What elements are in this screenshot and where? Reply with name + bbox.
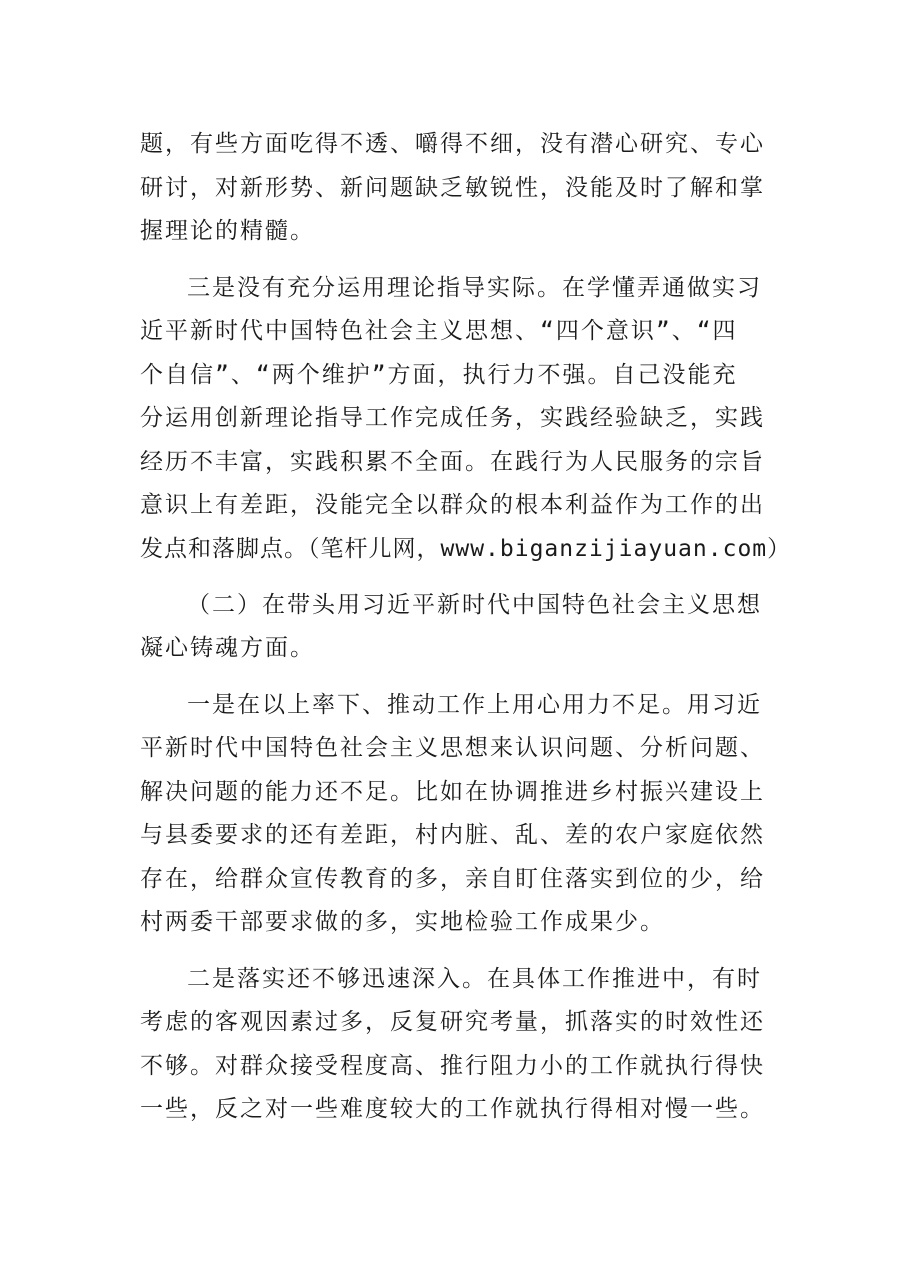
text-line: 个自信”、“两个维护”方面，执行力不强。自己没能充	[140, 362, 738, 388]
text-line: 经历不丰富，实践积累不全面。在践行为人民服务的宗旨	[140, 449, 765, 475]
text-line-with-watermark-link: 发点和落脚点。（笔杆儿网，www.biganzijiayuan.com）	[140, 536, 792, 562]
text-line: 分运用创新理论指导工作完成任务，实践经验缺乏，实践	[140, 405, 765, 431]
paragraph-start-line: 三是没有充分运用理论指导实际。在学懂弄通做实习	[187, 275, 762, 301]
section-heading-line: 凝心铸魂方面。	[140, 635, 315, 661]
text-line: 考虑的客观因素过多，反复研究考量，抓落实的时效性还	[140, 1009, 765, 1035]
text-line: 平新时代中国特色社会主义思想来认识问题、分析问题、	[140, 735, 765, 761]
text-line: 解决问题的能力还不足。比如在协调推进乡村振兴建设上	[140, 779, 765, 805]
text-line: 握理论的精髓。	[140, 218, 315, 244]
text-line: 与县委要求的还有差距，村内脏、乱、差的农户家庭依然	[140, 822, 765, 848]
text-line: 一些，反之对一些难度较大的工作就执行得相对慢一些。	[140, 1096, 765, 1122]
paragraph-start-line: 二是落实还不够迅速深入。在具体工作推进中，有时	[187, 966, 762, 992]
text-line: 不够。对群众接受程度高、推行阻力小的工作就执行得快	[140, 1053, 765, 1079]
text-line: 村两委干部要求做的多，实地检验工作成果少。	[140, 909, 665, 935]
text-line: 题，有些方面吃得不透、嚼得不细，没有潜心研究、专心	[140, 131, 765, 157]
section-heading-line: （二）在带头用习近平新时代中国特色社会主义思想	[187, 592, 762, 618]
text-line: 存在，给群众宣传教育的多，亲自盯住落实到位的少，给	[140, 866, 765, 892]
text-line: 意识上有差距，没能完全以群众的根本利益作为工作的出	[140, 492, 765, 518]
paragraph-start-line: 一是在以上率下、推动工作上用心用力不足。用习近	[187, 692, 762, 718]
text-line: 近平新时代中国特色社会主义思想、“四个意识”、“四	[140, 318, 738, 344]
text-line: 研讨，对新形势、新问题缺乏敏锐性，没能及时了解和掌	[140, 175, 765, 201]
